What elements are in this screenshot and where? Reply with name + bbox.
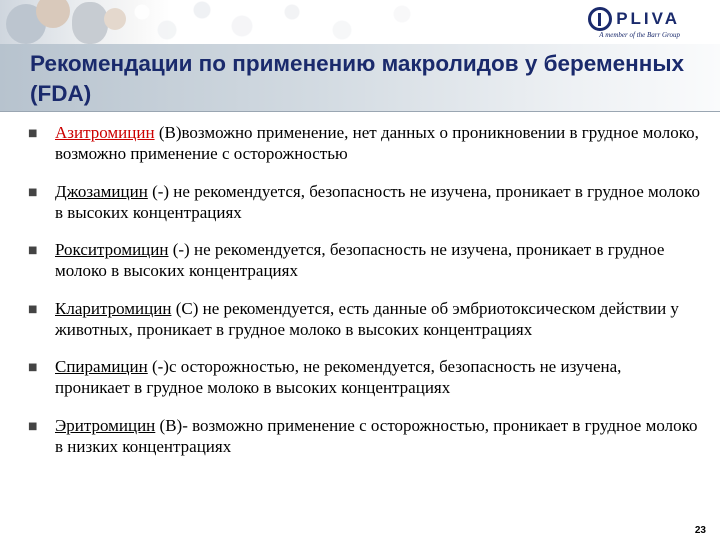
list-item-text [55, 122, 700, 164]
list-item [28, 298, 700, 340]
square-bullet-icon: ■ [28, 186, 38, 198]
list-item-text [55, 239, 700, 281]
list-item-text [55, 415, 700, 457]
pliva-logo [588, 4, 680, 34]
list-item [28, 415, 700, 457]
list-item [28, 181, 700, 223]
drug-name-link[interactable]: Азитромицин [55, 123, 155, 142]
logo-tagline: A member of the Barr Group [599, 31, 680, 39]
square-bullet-icon: ■ [28, 128, 38, 139]
drug-name-link[interactable]: Рокситромицин [55, 240, 169, 259]
drug-name-link[interactable]: Кларитромицин [55, 298, 172, 318]
drug-name-link[interactable]: Эритромицин [55, 415, 156, 435]
drug-description: (-) не рекомендуется, безопасность не изучена, проникает в грудное молоко в высоких концентрациях [55, 240, 665, 280]
header-pills-image [122, 0, 472, 44]
pliva-logo-icon [588, 7, 612, 31]
drug-description: (С) не рекомендуется, есть данные об эмбриотоксическом действии у животных, проникает в грудное молоко в высоких концентрациях [55, 298, 679, 339]
list-item-text [55, 298, 700, 340]
drug-description: (В)возможно применение, нет данных о проникновении в грудное молоко, возможно применение с осторожностью [55, 123, 699, 163]
drug-name-link[interactable]: Спирамицин [55, 357, 148, 376]
slide-title: Рекомендации по применению макролидов у беременных (FDA) [30, 51, 685, 106]
square-bullet-icon: ■ [28, 303, 38, 315]
drug-name-link[interactable]: Джозамицин [55, 181, 148, 201]
drug-description: (В)- возможно применение с осторожностью, проникает в грудное молоко в низких концентрациях [55, 415, 698, 456]
list-item [28, 122, 700, 164]
bullet-list [28, 122, 700, 473]
list-item [28, 356, 700, 398]
list-item-text [55, 181, 700, 223]
square-bullet-icon: ■ [28, 245, 38, 256]
logo-text: PLIVA [616, 9, 680, 28]
list-item [28, 239, 700, 281]
page-number: 23 [694, 525, 706, 536]
drug-description: (-) не рекомендуется, безопасность не изучена, проникает в грудное молоко в высоких концентрациях [55, 181, 700, 222]
square-bullet-icon: ■ [28, 362, 38, 373]
drug-description: (-)с осторожностью, не рекомендуется, безопасность не изучена, проникает в грудное молоко в высоких концентрациях [55, 357, 622, 397]
list-item-text [55, 356, 700, 398]
square-bullet-icon: ■ [28, 420, 38, 432]
